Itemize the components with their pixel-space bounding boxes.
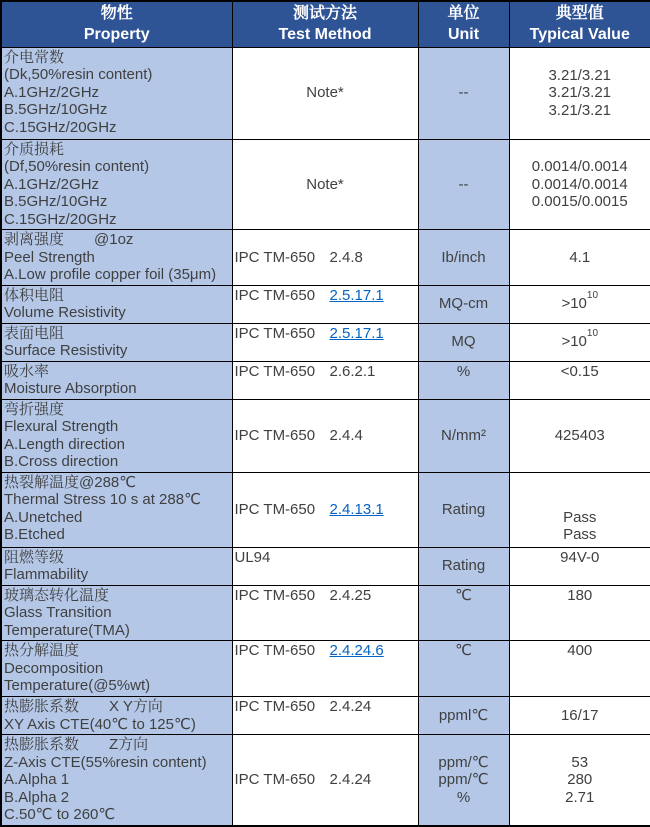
- table-row: [1, 285, 650, 323]
- value-line: 400: [512, 642, 649, 660]
- table-row: [1, 697, 650, 735]
- property-line: Surface Resistivity: [4, 342, 230, 360]
- header-zh: 典型值: [510, 3, 650, 24]
- property-line: Flammability: [4, 566, 230, 584]
- unit-cell: [418, 323, 509, 361]
- unit-cell: [418, 641, 509, 697]
- column-header-property: [1, 1, 232, 47]
- method-spec-link[interactable]: 2.4.24.6: [330, 642, 384, 659]
- method-cell: [232, 139, 418, 230]
- table-row: [1, 230, 650, 286]
- typical-value-cell: [509, 697, 650, 735]
- method-name: Note*: [306, 176, 344, 193]
- method-name: IPC TM-650: [235, 642, 330, 660]
- method-cell: [232, 399, 418, 472]
- unit-line: MQ-cm: [421, 295, 507, 313]
- property-line: B.5GHz/10GHz: [4, 193, 230, 211]
- header-en: Property: [2, 24, 232, 45]
- value-line: 53: [512, 754, 649, 772]
- method-cell: [232, 585, 418, 641]
- method-name: IPC TM-650: [235, 363, 330, 381]
- method-name: Note*: [306, 84, 344, 101]
- value-line: 2.71: [512, 789, 649, 807]
- unit-line: ℃: [421, 642, 507, 660]
- unit-line: --: [421, 176, 507, 194]
- typical-value-cell: [509, 641, 650, 697]
- unit-line: ppml℃: [421, 707, 507, 725]
- property-line: Decomposition: [4, 660, 230, 678]
- typical-value-cell: [509, 472, 650, 547]
- value-line: 0.0014/0.0014: [512, 158, 649, 176]
- unit-line: Rating: [421, 501, 507, 519]
- property-cell: [1, 47, 232, 139]
- table-row: [1, 361, 650, 399]
- property-line: C.15GHz/20GHz: [4, 211, 230, 229]
- property-line: Flexural Strength: [4, 418, 230, 436]
- method-cell: [232, 472, 418, 547]
- property-cell: [1, 585, 232, 641]
- method-name: UL94: [235, 549, 271, 566]
- property-line: 剥离强度 @1oz: [4, 231, 230, 249]
- method-spec-link[interactable]: 2.4.13.1: [330, 501, 384, 518]
- property-line: XY Axis CTE(40℃ to 125℃): [4, 716, 230, 734]
- unit-line: Rating: [421, 557, 507, 575]
- typical-value-cell: [509, 585, 650, 641]
- property-line: Z-Axis CTE(55%resin content): [4, 754, 230, 772]
- method-spec-link[interactable]: 2.5.17.1: [330, 325, 384, 342]
- method-spec-number: 2.4.25: [330, 587, 372, 604]
- table-header: [1, 1, 650, 47]
- method-name: IPC TM-650: [235, 587, 330, 605]
- property-cell: [1, 697, 232, 735]
- method-cell: [232, 641, 418, 697]
- unit-cell: [418, 547, 509, 585]
- method-name: IPC TM-650: [235, 771, 330, 789]
- method-spec-number: 2.4.4: [330, 427, 363, 444]
- typical-value-cell: [509, 285, 650, 323]
- table-row: [1, 641, 650, 697]
- value-line: 16/17: [512, 707, 649, 725]
- property-line: 介质损耗: [4, 141, 230, 159]
- header-zh: 物性: [2, 3, 232, 24]
- method-name: IPC TM-650: [235, 325, 330, 343]
- property-line: Volume Resistivity: [4, 304, 230, 322]
- property-line: 体积电阻: [4, 287, 230, 305]
- property-cell: [1, 323, 232, 361]
- property-line: Thermal Stress 10 s at 288℃: [4, 491, 230, 509]
- property-line: 玻璃态转化温度: [4, 587, 230, 605]
- property-line: 介电常数: [4, 49, 230, 67]
- unit-cell: [418, 585, 509, 641]
- method-cell: [232, 697, 418, 735]
- property-line: 热裂解温度@288℃: [4, 474, 230, 492]
- unit-line: ppm/℃: [421, 771, 507, 789]
- table-row: [1, 139, 650, 230]
- unit-cell: [418, 697, 509, 735]
- property-line: A.1GHz/2GHz: [4, 84, 230, 102]
- property-line: Temperature(@5%wt): [4, 677, 230, 695]
- method-name: IPC TM-650: [235, 427, 330, 445]
- property-line: B.Cross direction: [4, 453, 230, 471]
- property-cell: [1, 361, 232, 399]
- method-cell: [232, 230, 418, 286]
- value-line: 3.21/3.21: [512, 102, 649, 120]
- unit-line: %: [421, 363, 507, 381]
- method-cell: [232, 323, 418, 361]
- value-line: 3.21/3.21: [512, 84, 649, 102]
- unit-line: MQ: [421, 333, 507, 351]
- unit-cell: [418, 139, 509, 230]
- property-line: A.Low profile copper foil (35μm): [4, 266, 230, 284]
- property-line: A.Alpha 1: [4, 771, 230, 789]
- method-spec-number: 2.6.2.1: [330, 363, 376, 380]
- value-line: 94V-0: [512, 549, 649, 567]
- property-line: A.1GHz/2GHz: [4, 176, 230, 194]
- method-name: IPC TM-650: [235, 249, 330, 267]
- value-line: 0.0015/0.0015: [512, 193, 649, 211]
- value-line: 3.21/3.21: [512, 67, 649, 85]
- column-header-unit: [418, 1, 509, 47]
- property-line: (Dk,50%resin content): [4, 66, 230, 84]
- header-row: [1, 1, 650, 47]
- property-line: Glass Transition: [4, 604, 230, 622]
- property-line: C.15GHz/20GHz: [4, 119, 230, 137]
- unit-line: N/mm²: [421, 427, 507, 445]
- property-line: Moisture Absorption: [4, 380, 230, 398]
- typical-value-cell: [509, 323, 650, 361]
- property-line: (Df,50%resin content): [4, 158, 230, 176]
- property-line: A.Unetched: [4, 509, 230, 527]
- unit-cell: [418, 361, 509, 399]
- property-line: 表面电阻: [4, 325, 230, 343]
- column-header-typical-value: [509, 1, 650, 47]
- unit-line: --: [421, 84, 507, 102]
- property-line: Peel Strength: [4, 249, 230, 267]
- table-row: [1, 47, 650, 139]
- unit-cell: [418, 399, 509, 472]
- value-line: Pass: [512, 509, 649, 527]
- header-en: Typical Value: [510, 24, 650, 45]
- typical-value-cell: [509, 399, 650, 472]
- table-row: [1, 735, 650, 826]
- property-cell: [1, 230, 232, 286]
- table-body: [1, 47, 650, 826]
- method-spec-link[interactable]: 2.5.17.1: [330, 287, 384, 304]
- property-cell: [1, 399, 232, 472]
- property-line: A.Length direction: [4, 436, 230, 454]
- typical-value-cell: [509, 230, 650, 286]
- table-row: [1, 585, 650, 641]
- value-line: 0.0014/0.0014: [512, 176, 649, 194]
- unit-cell: [418, 230, 509, 286]
- typical-value-cell: [509, 735, 650, 826]
- property-line: C.50℃ to 260℃: [4, 806, 230, 824]
- unit-cell: [418, 472, 509, 547]
- typical-value-cell: [509, 547, 650, 585]
- header-zh: 测试方法: [233, 3, 418, 24]
- column-header-test-method: [232, 1, 418, 47]
- property-line: 弯折强度: [4, 401, 230, 419]
- typical-value-cell: [509, 47, 650, 139]
- method-cell: [232, 735, 418, 826]
- property-line: B.Etched: [4, 526, 230, 544]
- value-line: 180: [512, 587, 649, 605]
- method-spec-number: 2.4.24: [330, 698, 372, 715]
- table-row: [1, 323, 650, 361]
- method-cell: [232, 547, 418, 585]
- header-en: Unit: [419, 24, 509, 45]
- unit-cell: [418, 735, 509, 826]
- header-zh: 单位: [419, 3, 509, 24]
- method-cell: [232, 361, 418, 399]
- value-line: Pass: [512, 526, 649, 544]
- property-cell: [1, 285, 232, 323]
- unit-line: %: [421, 789, 507, 807]
- table-row: [1, 399, 650, 472]
- property-cell: [1, 472, 232, 547]
- superscript: 10: [587, 290, 598, 301]
- method-spec-number: 2.4.24: [330, 771, 372, 788]
- header-en: Test Method: [233, 24, 418, 45]
- table-row: [1, 472, 650, 547]
- value-line: 280: [512, 771, 649, 789]
- unit-cell: [418, 47, 509, 139]
- method-spec-number: 2.4.8: [330, 249, 363, 266]
- value-line: $>10^{10}$: [512, 333, 649, 351]
- value-line: <0.15: [512, 363, 649, 381]
- property-cell: [1, 641, 232, 697]
- value-line: 4.1: [512, 249, 649, 267]
- property-cell: [1, 139, 232, 230]
- method-name: IPC TM-650: [235, 287, 330, 305]
- property-line: 阻燃等级: [4, 549, 230, 567]
- method-name: IPC TM-650: [235, 501, 330, 519]
- property-cell: [1, 735, 232, 826]
- property-line: B.5GHz/10GHz: [4, 101, 230, 119]
- superscript: 10: [587, 328, 598, 339]
- value-line: 425403: [512, 427, 649, 445]
- property-line: 热分解温度: [4, 642, 230, 660]
- unit-line: Ib/inch: [421, 249, 507, 267]
- method-cell: [232, 47, 418, 139]
- property-cell: [1, 547, 232, 585]
- property-line: 热膨胀系数 Z方向: [4, 736, 230, 754]
- typical-value-cell: [509, 139, 650, 230]
- unit-line: ℃: [421, 587, 507, 605]
- method-name: IPC TM-650: [235, 698, 330, 716]
- unit-cell: [418, 285, 509, 323]
- method-cell: [232, 285, 418, 323]
- typical-value-cell: [509, 361, 650, 399]
- property-line: Temperature(TMA): [4, 622, 230, 640]
- property-line: B.Alpha 2: [4, 789, 230, 807]
- value-line: $>10^{10}$: [512, 295, 649, 313]
- property-line: 吸水率: [4, 363, 230, 381]
- property-line: 热膨胀系数 X Y方向: [4, 698, 230, 716]
- unit-line: ppm/℃: [421, 754, 507, 772]
- table-row: [1, 547, 650, 585]
